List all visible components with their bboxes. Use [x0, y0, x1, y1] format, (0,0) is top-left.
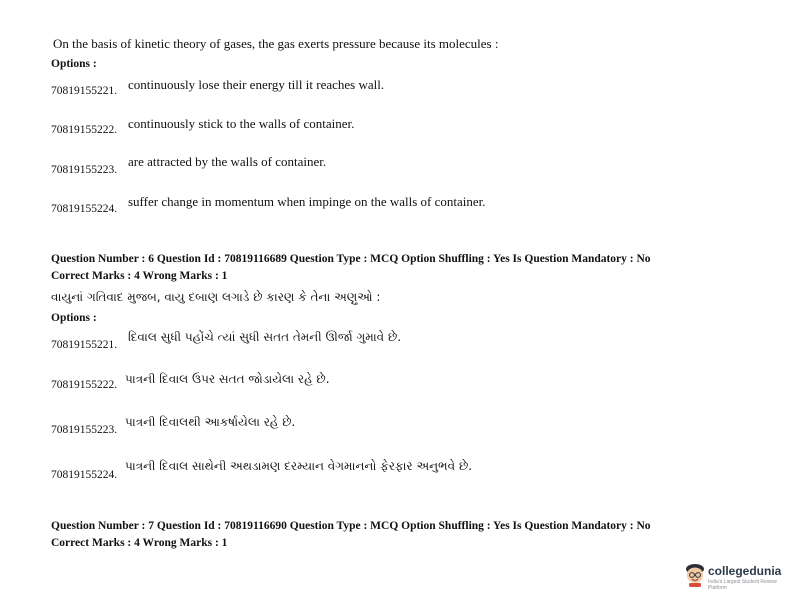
option-id: 70819155224.	[51, 469, 118, 481]
option-id: 70819155221.	[51, 339, 118, 351]
question-6-options-label: Options :	[51, 312, 97, 324]
option-text: પાત્રની દિવાલ ઉપર સતત જોડાયેલા રહે છે.	[125, 372, 330, 386]
option-id: 70819155221.	[51, 85, 118, 97]
question-6-meta-line1: Question Number : 6 Question Id : 70819116689 Question Type : MCQ Option Shuffling : Yes Is Question Mandatory : No	[51, 253, 651, 265]
question-7-meta-line2: Correct Marks : 4 Wrong Marks : 1	[51, 537, 228, 549]
option-text: suffer change in momentum when impinge on the walls of container.	[128, 194, 486, 209]
option-text: continuously stick to the walls of container.	[128, 116, 355, 131]
question-6-meta-line2: Correct Marks : 4 Wrong Marks : 1	[51, 270, 228, 282]
option-text: પાત્રની દિવાલથી આકર્ષાયેલા રહે છે.	[125, 415, 296, 429]
question-6-text: વાયુનાં ગતિવાદ મુજબ, વાયુ દબાણ લગાડે છે કારણ કે તેના અણુઓ :	[51, 290, 381, 304]
option-id: 70819155223.	[51, 424, 118, 436]
logo-name: collegedunia	[708, 564, 782, 578]
option-id: 70819155222.	[51, 379, 118, 391]
option-id: 70819155222.	[51, 124, 118, 136]
collegedunia-logo	[682, 560, 787, 592]
question-5-text: On the basis of kinetic theory of gases, the gas exerts pressure because its molecules :	[53, 36, 499, 51]
logo-tagline: India's Largest Student Review Platform	[708, 579, 777, 591]
question-7-meta-line1: Question Number : 7 Question Id : 70819116690 Question Type : MCQ Option Shuffling : Yes Is Question Mandatory : No	[51, 520, 651, 532]
option-id: 70819155223.	[51, 164, 118, 176]
mascot-face-icon	[684, 562, 706, 588]
option-text: continuously lose their energy till it reaches wall.	[128, 77, 385, 92]
question-5-options-label: Options :	[51, 58, 97, 70]
option-text: પાત્રની દિવાલ સાથેની અથડામણ દરમ્યાન વેગમાનનો ફેરફાર અનુભવે છે.	[125, 459, 473, 473]
option-text: દિવાલ સુધી પહોંચે ત્યાં સુધી સતત તેમની ઊર્જા ગુમાવે છે.	[128, 330, 402, 344]
option-id: 70819155224.	[51, 203, 118, 215]
option-text: are attracted by the walls of container.	[128, 154, 327, 169]
